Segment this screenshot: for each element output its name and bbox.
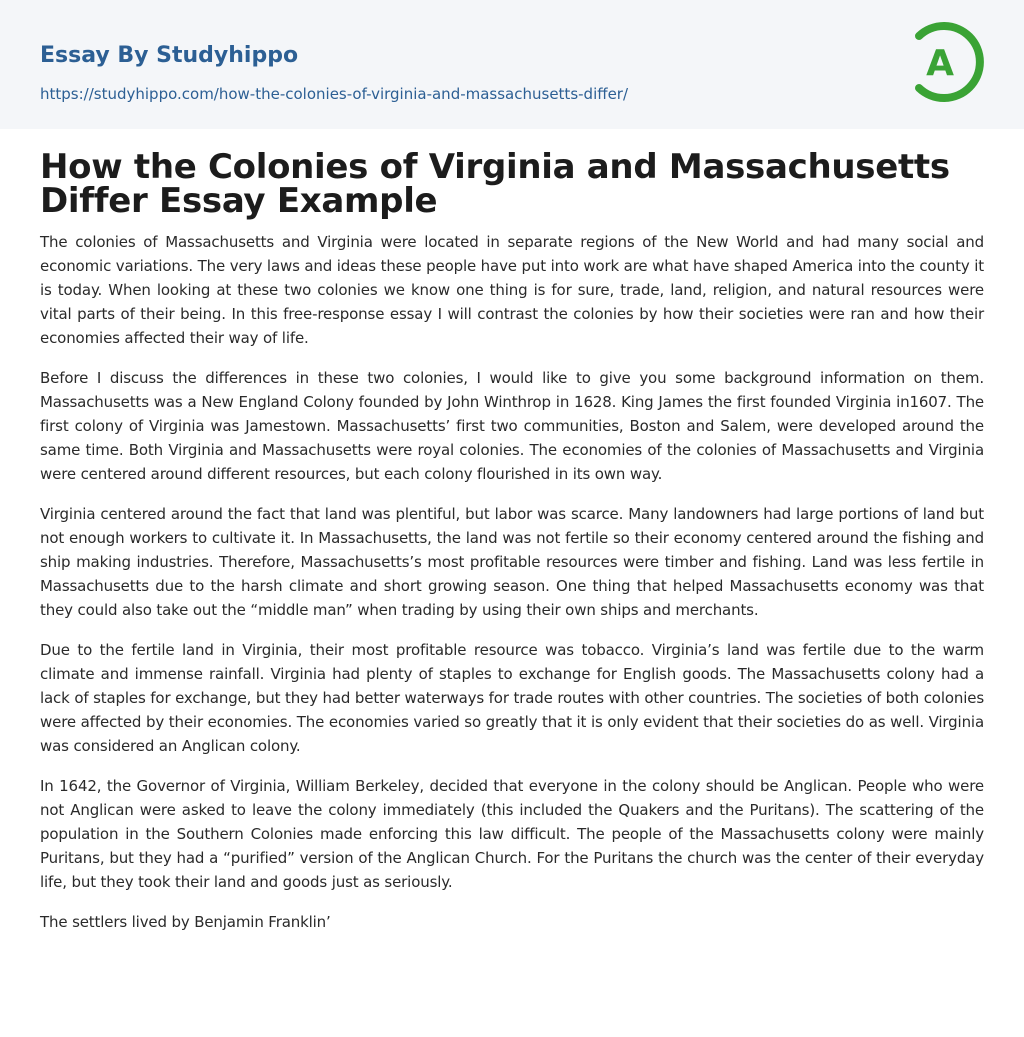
- brand-title[interactable]: Essay By Studyhippo: [40, 43, 299, 68]
- article-paragraph-truncated: The settlers lived by Benjamin Franklin’: [40, 913, 331, 931]
- site-header: [0, 0, 1024, 129]
- page-url-link[interactable]: https://studyhippo.com/how-the-colonies-of-virginia-and-massachusetts-differ/: [40, 85, 629, 103]
- article-paragraph: Virginia centered around the fact that land was plentiful, but labor was scarce. Many landowners had large portions of land but not enough workers to cultivate it. In Massachusetts, the land was not fertile so their economy centered around the fishing and ship making industries. Therefore, Massachusetts’s most profitable resources were timber and fishing. Land was less fertile in Massachusetts due to the harsh climate and short growing season. One thing that helped Massachusetts economy was that they could also take out the “middle man” when trading by using their own ships and merchants.: [40, 505, 984, 619]
- logo-letter: A: [926, 43, 954, 84]
- article-paragraph: In 1642, the Governor of Virginia, William Berkeley, decided that everyone in the colony should be Anglican. People who were not Anglican were asked to leave the colony immediately (this included the Quakers and the Puritans). The scattering of the population in the Southern Colonies made enforcing this law difficult. The people of the Massachusetts colony were mainly Puritans, but they had a “purified” version of the Anglican Church. For the Puritans the church was the center of their everyday life, but they took their land and goods just as seriously.: [40, 777, 984, 891]
- article-paragraph: The colonies of Massachusetts and Virginia were located in separate regions of the New World and had many social and economic variations. The very laws and ideas these people have put into work are what have shaped America into the county it is today. When looking at these two colonies we know one thing is for sure, trade, land, religion, and natural resources were vital parts of their being. In this free-response essay I will contrast the colonies by how their societies were ran and how their economies affected their way of life.: [40, 233, 984, 347]
- article-title: How the Colonies of Virginia and Massachusetts Differ Essay Example: [40, 147, 950, 221]
- article: [40, 147, 984, 950]
- article-paragraph: Before I discuss the differences in these two colonies, I would like to give you some background information on them. Massachusetts was a New England Colony founded by John Winthrop in 1628. King James the first founded Virginia in1607. The first colony of Virginia was Jamestown. Massachusetts’ first two communities, Boston and Salem, were developed around the same time. Both Virginia and Massachusetts were royal colonies. The economies of the colonies of Massachusetts and Virginia were centered around different resources, but each colony flourished in its own way.: [40, 369, 984, 483]
- studyhippo-logo-icon[interactable]: [909, 18, 989, 106]
- article-paragraph: Due to the fertile land in Virginia, their most profitable resource was tobacco. Virginia’s land was fertile due to the warm climate and immense rainfall. Virginia had plenty of staples to exchange for English goods. The Massachusetts colony had a lack of staples for exchange, but they had better waterways for trade routes with other countries. The societies of both colonies were affected by their economies. The economies varied so greatly that it is only evident that their societies do as well. Virginia was considered an Anglican colony.: [40, 641, 984, 755]
